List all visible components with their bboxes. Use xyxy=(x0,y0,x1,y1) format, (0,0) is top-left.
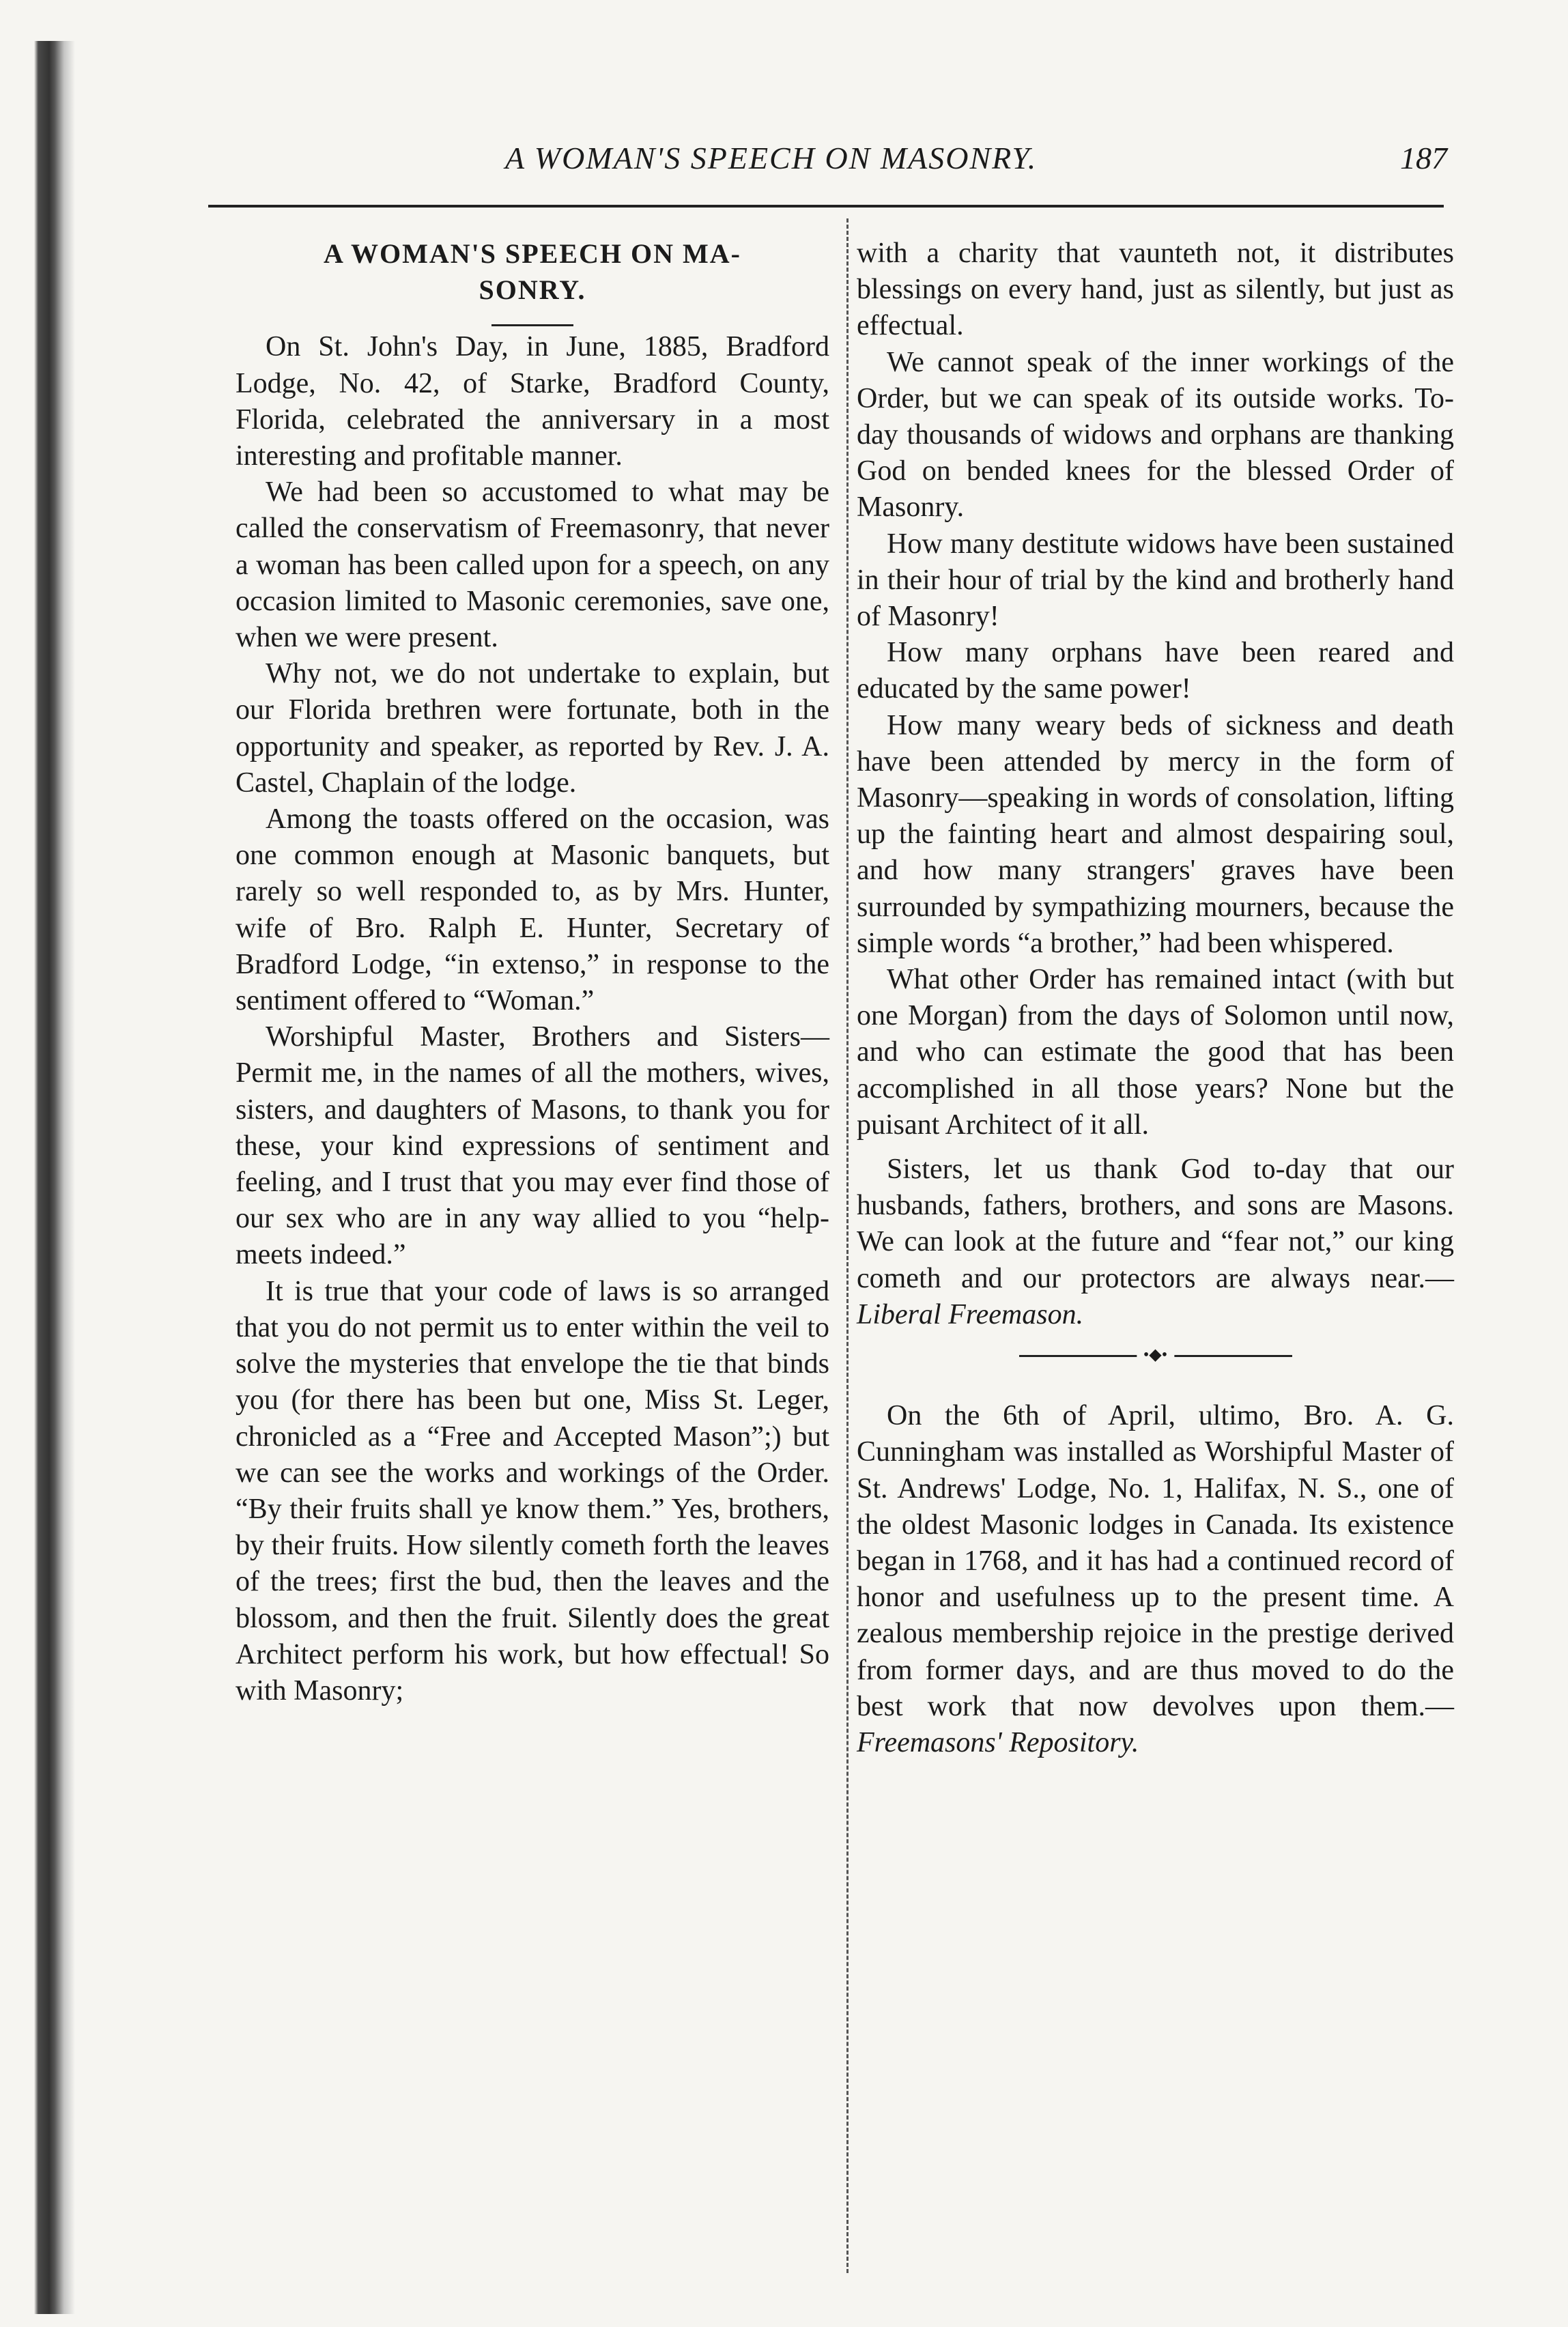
page-number: 187 xyxy=(1400,141,1447,175)
speech-closing-paragraph xyxy=(857,1152,1454,1333)
speech-paragraph: How many destitute widows have been sustained in their hour of trial by the kind and brotherly hand of Masonry! xyxy=(857,528,1454,633)
article-title-line-2: SONRY. xyxy=(479,274,586,306)
header-rule xyxy=(208,205,1444,208)
title-rule xyxy=(491,324,573,326)
speech-paragraph: Worshipful Master, Brothers and Sisters—Permit me, in the names of all the mothers, wives, sisters, and daughters of Masons, to thank you for these, your kind expressions of sentiment and feeling, and I trust that you may ever find those of our sex who are in any way allied to you “help-meets indeed.” xyxy=(236,1021,829,1271)
speech-paragraph: What other Order has remained intact (with but one Morgan) from the days of Solomon until now, and who can estimate the good that has been accomplished in all those years? None but the puisant Architect of it all. xyxy=(857,964,1454,1141)
article-paragraph: Among the toasts offered on the occasion, was one common enough at Masonic banquets, but rarely so well responded to, as by Mrs. Hunter, wife of Bro. Ralph E. Hunter, Secretary of Bradford Lodge, “in extenso,” in response to the sentiment offered to “Woman.” xyxy=(236,803,829,1017)
article-paragraph: We had been so accustomed to what may be called the conservatism of Freemasonry, that never a woman has been called upon for a speech, on any occasion limited to Masonic ceremonies, save one, when we were present. xyxy=(236,476,829,654)
right-column xyxy=(857,235,1454,1761)
section-divider xyxy=(1019,1346,1292,1365)
running-head xyxy=(205,140,1447,188)
divider-ornament-icon: •◆• xyxy=(1137,1345,1174,1365)
speech-paragraph: How many weary beds of sickness and death have been attended by mercy in the form of Masonry—speaking in words of consolation, lifting up the fainting heart and almost despairing soul, and how many strangers' graves have been surrounded by sympathizing mourners, because the simple words “a brother,” had been whispered. xyxy=(857,709,1454,959)
article-title-line-1: A WOMAN'S SPEECH ON MA- xyxy=(324,238,741,269)
column-divider xyxy=(846,218,849,2273)
article-source: Liberal Freemason. xyxy=(857,1298,1084,1330)
book-binding-edge xyxy=(34,41,75,2314)
news-text: On the 6th of April, ultimo, Bro. A. G. Cunningham was installed as Worshipful Master of St. Andrews' Lodge, No. 1, Halifax, N. S., one of the oldest Masonic lodges in Canada. Its existence began in 1768, and it has had a continued record of honor and usefulness up to the present time. A zealous membership rejoice in the prestige derived from former days, and are thus moved to do the best work that now devolves upon them.— xyxy=(857,1400,1454,1722)
spacer xyxy=(857,1377,1454,1398)
speech-continuation: with a charity that vaunteth not, it distributes blessings on every hand, just as silently, but just as effectual. xyxy=(857,238,1454,342)
speech-closing-text: Sisters, let us thank God to-day that our husbands, fathers, brothers, and sons are Masons. We can look at the future and “fear not,” our king cometh and our protectors are always near.— xyxy=(857,1154,1454,1294)
left-column xyxy=(236,235,829,1709)
speech-paragraph: How many orphans have been reared and educated by the same power! xyxy=(857,637,1454,705)
news-paragraph xyxy=(857,1398,1454,1761)
speech-paragraph: It is true that your code of laws is so arranged that you do not permit us to enter within the veil to solve the mysteries that envelope the tie that binds you (for there has been but one, Miss St. Leger, chronicled as a “Free and Accepted Mason”;) but we can see the works and workings of the Order. “By their fruits shall ye know them.” Yes, brothers, by their fruits. How silently cometh forth the leaves of the trees; first the bud, then the leaves and the blossom, and then the fruit. Silently does the great Architect perform his work, but how effectual! So with Masonry; xyxy=(236,1275,829,1707)
article-title xyxy=(236,235,829,308)
article-paragraph: Why not, we do not undertake to explain, but our Florida brethren were fortunate, both in the opportunity and speaker, as reported by Rev. J. A. Castel, Chaplain of the lodge. xyxy=(236,658,829,799)
news-source: Freemasons' Repository. xyxy=(857,1726,1139,1758)
speech-paragraph: We cannot speak of the inner workings of the Order, but we can speak of its outside works. To-day thousands of widows and orphans are thanking God on bended knees for the blessed Order of Masonry. xyxy=(857,346,1454,524)
article-paragraph: On St. John's Day, in June, 1885, Bradford Lodge, No. 42, of Starke, Bradford County, Florida, celebrated the anniversary in a most interesting and profitable manner. xyxy=(236,331,829,472)
running-head-title: A WOMAN'S SPEECH ON MASONRY. xyxy=(505,141,1038,175)
